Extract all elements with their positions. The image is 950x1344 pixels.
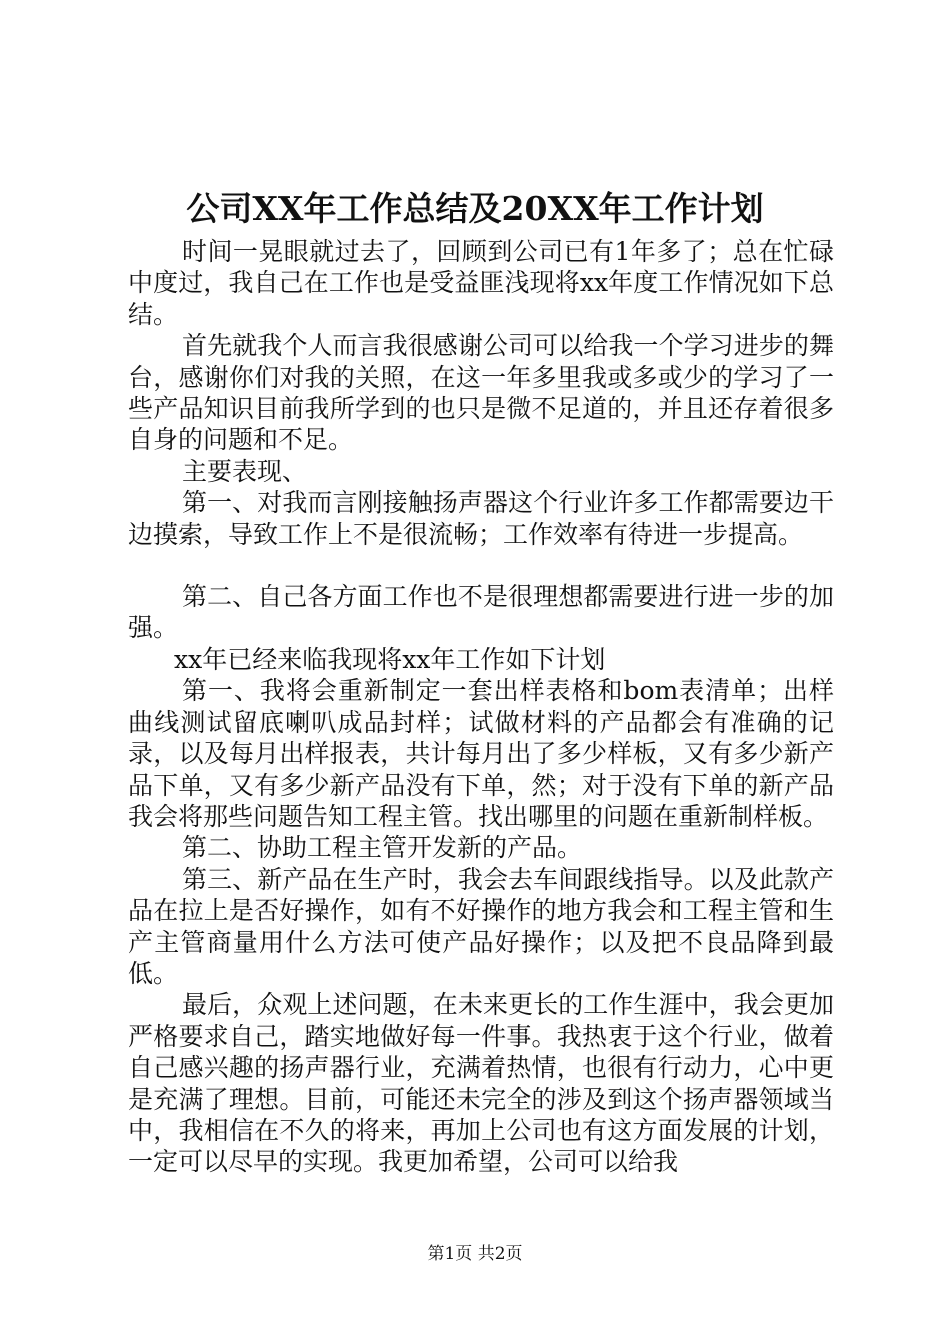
paragraph-gratitude: 首先就我个人而言我很感谢公司可以给我一个学习进步的舞台，感谢你们对我的关照，在这一年多里我或多或少的学习了一些产品知识目前我所学到的也只是微不足道的，并且还存着很多自身的问题和不足。 bbox=[128, 331, 834, 455]
paragraph-plan-third: 第三、新产品在生产时，我会去车间跟线指导。以及此款产品在拉上是否好操作，如有不好操作的地方我会和工程主管和生产主管商量用什么方法可使产品好操作；以及把不良品降到最低。 bbox=[128, 864, 834, 988]
paragraph-first-issue: 第一、对我而言刚接触扬声器这个行业许多工作都需要边干边摸索，导致工作上不是很流畅；工作效率有待进一步提高。 bbox=[128, 488, 834, 549]
paragraph-plan-intro: xx年已经来临我现将xx年工作如下计划 bbox=[174, 644, 606, 674]
paragraph-conclusion: 最后，众观上述问题，在未来更长的工作生涯中，我会更加严格要求自己，踏实地做好每一件事。我热衷于这个行业，做着自己感兴趣的扬声器行业，充满着热情，也很有行动力，心中更是充满了理想。目前，可能还未完全的涉及到这个扬声器领域当中，我相信在不久的将来，再加上公司也有这方面发展的计划，一定可以尽早的实现。我更加希望，公司可以给我 bbox=[128, 990, 834, 1177]
document-title: 公司XX年工作总结及20XX年工作计划 bbox=[186, 189, 764, 228]
paragraph-plan-second: 第二、协助工程主管开发新的产品。 bbox=[182, 833, 583, 863]
paragraph-plan-first: 第一、我将会重新制定一套出样表格和bom表清单；出样曲线测试留底喇叭成品封样；试做材料的产品都会有准确的记录，以及每月出样报表，共计每月出了多少样板，又有多少新产品下单，又有多少新产品没有下单，然；对于没有下单的新产品我会将那些问题告知工程主管。找出哪里的问题在重新制样板。 bbox=[128, 676, 834, 831]
paragraph-second-issue: 第二、自己各方面工作也不是很理想都需要进行进一步的加强。 bbox=[128, 582, 834, 643]
document-body bbox=[128, 236, 834, 1178]
paragraph-main-performance: 主要表现、 bbox=[182, 456, 308, 486]
page-number-footer: 第1页 共2页 bbox=[427, 1244, 523, 1264]
paragraph-intro: 时间一晃眼就过去了，回顾到公司已有1年多了；总在忙碌中度过，我自己在工作也是受益匪浅现将xx年度工作情况如下总结。 bbox=[128, 237, 834, 329]
